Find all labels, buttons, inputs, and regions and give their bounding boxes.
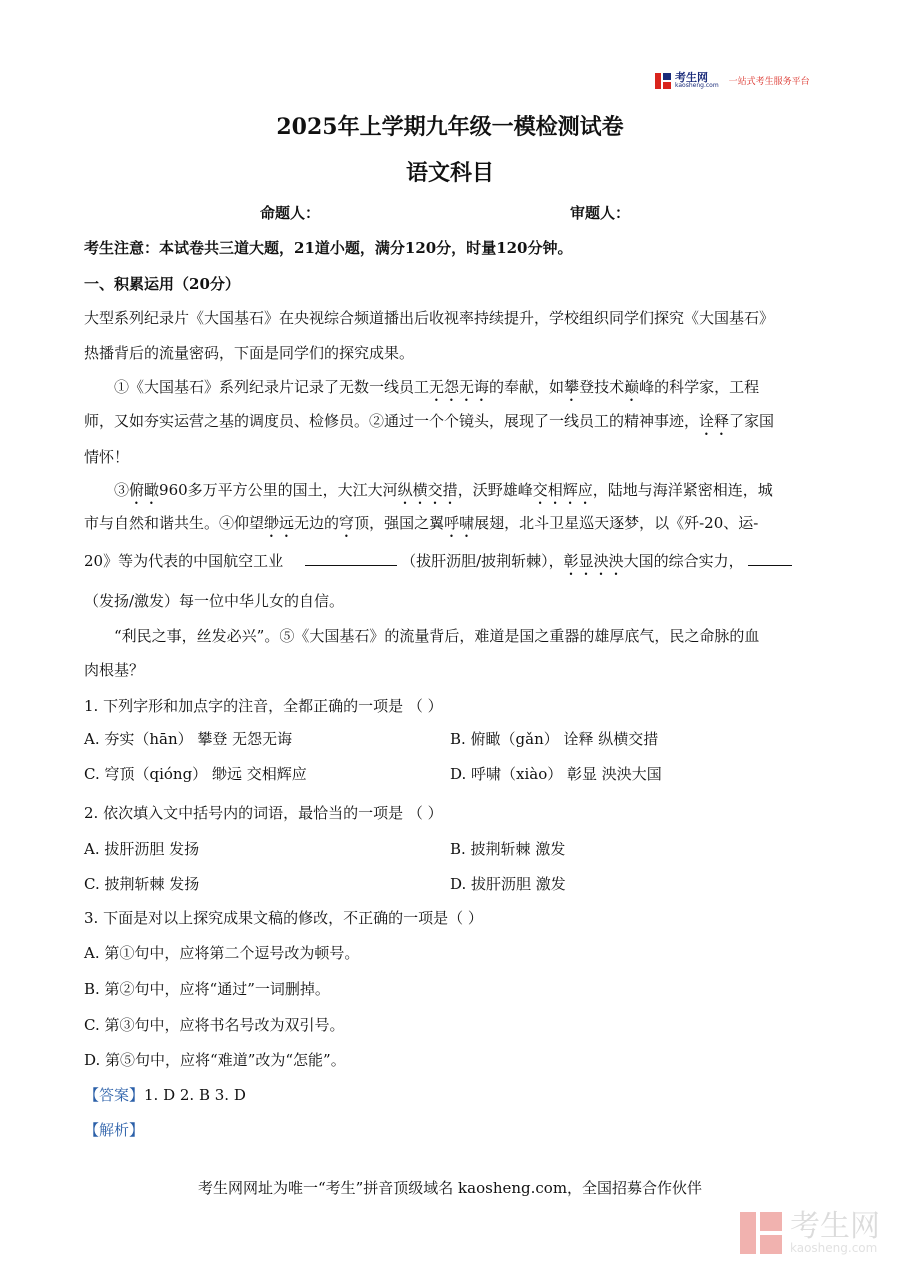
question-3-option-c: C. 第③句中，应将书名号改为双引号。 (84, 1016, 345, 1034)
watermark: 考生网 kaosheng.com (740, 1212, 880, 1254)
reviewer-label: 审题人： (570, 204, 631, 222)
author-label: 命题人： (260, 204, 321, 222)
dotted-word: 诠释 (699, 412, 730, 430)
dotted-word: 缈远 (264, 514, 295, 532)
question-2-option-c: C. 披荆斩棘 发扬 (84, 875, 200, 893)
question-3-option-a: A. 第①句中，应将第二个逗号改为顿号。 (84, 944, 360, 962)
question-2-option-b: B. 披荆斩棘 激发 (450, 840, 566, 858)
dotted-word: 呼啸 (444, 514, 475, 532)
dotted-word: 穹 (339, 514, 355, 532)
passage-intro-line2: 热播背后的流量密码，下面是同学们的探究成果。 (84, 344, 415, 362)
dotted-word: 巅 (624, 378, 640, 396)
watermark-logo-icon (740, 1212, 782, 1254)
logo-slogan: 一站式考生服务平台 (728, 77, 810, 87)
passage-line: 20》等为代表的中国航空工业 （拔肝沥胆/披荆斩棘），彰显泱泱大国的综合实力， (84, 549, 824, 579)
dotted-word: 纵横交措 (397, 481, 458, 499)
analysis-label: 【解析】 (84, 1121, 145, 1139)
question-3-stem: 3. 下面是对以上探究成果文稿的修改，不正确的一项是（ ） (84, 909, 483, 927)
passage-line: 肉根基？ (84, 661, 145, 679)
question-3-option-d: D. 第⑤句中，应将“难道”改为“怎能”。 (84, 1051, 346, 1069)
passage-line: “利民之事，丝发必兴”。⑤《大国基石》的流量背后，难道是国之重器的雄厚底气，民之命脉的血 (114, 627, 760, 645)
passage-line: 市与自然和谐共生。④仰望缈远无边的穹顶，强国之翼呼啸展翅，北斗卫星巡天逐梦，以《歼-20、运- (84, 514, 759, 532)
footer-text: 考生网网址为唯一“考生”拼音顶级域名 kaosheng.com，全国招募合作伙伴 (197, 1179, 703, 1197)
dotted-word: 交相辉应 (532, 481, 593, 499)
exam-subject: 语文科目 (405, 160, 494, 186)
question-2-option-d: D. 拔肝沥胆 激发 (450, 875, 566, 893)
question-1-option-b: B. 俯瞰（gǎn） 诠释 纵横交措 (450, 730, 659, 748)
dotted-word: 彰显泱泱 (563, 552, 624, 570)
question-1-option-d: D. 呼啸（xiào） 彰显 泱泱大国 (450, 765, 662, 783)
question-1-option-c: C. 穹顶（qióng） 缈远 交相辉应 (84, 765, 307, 783)
question-3-option-b: B. 第②句中，应将“通过”一词删掉。 (84, 980, 330, 998)
dotted-word: 俯瞰 (129, 481, 160, 499)
question-1-option-a: A. 夯实（hān） 攀登 无怨无诲 (84, 730, 293, 748)
passage-intro-line1: 大型系列纪录片《大国基石》在央视综合频道播出后收视率持续提升，学校组织同学们探究《大国基石》 (84, 309, 775, 327)
logo-icon (655, 73, 671, 89)
section-heading: 一、积累运用（20分） (84, 275, 240, 293)
fill-blank-1 (305, 549, 397, 566)
exam-title: 2025年上学期九年级一模检测试卷 (276, 114, 624, 140)
passage-line: （发扬/激发）每一位中华儿女的自信。 (84, 592, 345, 610)
passage-line: ③俯瞰960多万平方公里的国土，大江大河纵横交措，沃野雄峰交相辉应，陆地与海洋紧密相连，城 (114, 481, 773, 499)
passage-line: 情怀！ (84, 448, 130, 466)
answer-line (84, 1085, 824, 1105)
question-1-stem: 1. 下列字形和加点字的注音，全都正确的一项是 （ ） (84, 697, 443, 715)
question-2-option-a: A. 拔肝沥胆 发扬 (84, 840, 200, 858)
logo-name: 考生网 (675, 71, 708, 84)
exam-notice: 考生注意：本试卷共三道大题，21道小题，满分120分，时量120分钟。 (84, 239, 573, 257)
dotted-word: 攀 (564, 378, 580, 396)
answer-value: 1. D 2. B 3. D (144, 1086, 246, 1104)
logo-domain: kaosheng.com (675, 82, 719, 89)
passage-line: ①《大国基石》系列纪录片记录了无数一线员工无怨无诲的奉献，如攀登技术巅峰的科学家，工程 (114, 378, 760, 396)
dotted-word: 无怨无诲 (429, 378, 490, 396)
passage-line: 师，又如夯实运营之基的调度员、检修员。②通过一个个镜头，展现了一线员工的精神事迹，诠释了家国 (84, 412, 775, 430)
fill-blank-2 (748, 549, 792, 566)
question-2-stem: 2. 依次填入文中括号内的词语，最恰当的一项是 （ ） (84, 804, 443, 822)
site-logo[interactable] (655, 72, 810, 89)
answer-label: 【答案】 (84, 1086, 145, 1104)
